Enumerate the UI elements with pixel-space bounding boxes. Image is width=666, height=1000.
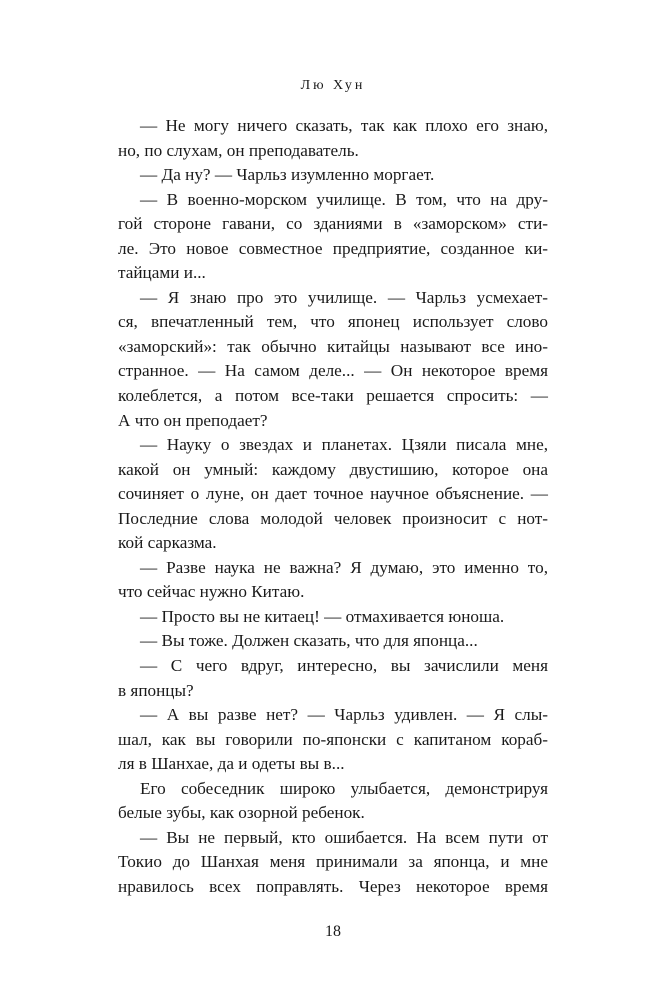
text-line: Его собеседник широко улыбается, демонстрируя: [140, 778, 548, 798]
text-line: — Не могу ничего сказать, так как плохо его знаю,: [140, 116, 548, 135]
body-text: [118, 114, 548, 900]
text-line: — Просто вы не китаец! — отмахивается юноша.: [140, 606, 505, 626]
text-line: гой стороне гавани, со зданиями в «заморском» сти-: [118, 214, 548, 234]
text-line: что сейчас нужно Китаю.: [118, 582, 305, 602]
text-line: Последние слова молодой человек произносит с нот-: [118, 508, 548, 528]
text-line: ся, впечатленный тем, что японец использует слово: [118, 312, 548, 332]
text-line: А что он преподает?: [118, 410, 268, 430]
text-line: белые зубы, как озорной ребенок.: [118, 803, 365, 823]
text-line: Токио до Шанхая меня принимали за японца, и мне: [118, 852, 548, 872]
text-line: — Вы тоже. Должен сказать, что для японца...: [140, 631, 478, 651]
page-number: 18: [325, 923, 341, 940]
text-line: кой сарказма.: [118, 533, 217, 553]
text-line: — А вы разве нет? — Чарльз удивлен. — Я слы-: [140, 705, 548, 725]
text-line: — Я знаю про это училище. — Чарльз усмехает-: [140, 287, 548, 307]
text-line: тайцами и...: [118, 263, 206, 283]
text-line: ле. Это новое совместное предприятие, созданное ки-: [118, 238, 548, 258]
text-line: — Науку о звездах и планетах. Цзяли писала мне,: [140, 435, 548, 455]
text-line: «заморский»: так обычно китайцы называют все ино-: [118, 336, 548, 356]
text-line: — Вы не первый, кто ошибается. На всем пути от: [140, 827, 548, 847]
text-line: сочиняет о луне, он дает точное научное объяснение. —: [118, 484, 548, 504]
text-line: колеблется, а потом все-таки решается спросить: —: [118, 386, 548, 406]
text-line: — Да ну? — Чарльз изумленно моргает.: [140, 165, 435, 185]
text-line: в японцы?: [118, 680, 194, 700]
text-line: нравилось всех поправлять. Через некоторое время: [118, 876, 548, 896]
text-line: ля в Шанхае, да и одеты вы в...: [118, 754, 345, 774]
text-line: шал, как вы говорили по-японски с капитаном кораб-: [118, 729, 548, 749]
text-line: — С чего вдруг, интересно, вы зачислили меня: [140, 656, 548, 676]
text-line: странное. — На самом деле... — Он некоторое время: [118, 361, 548, 381]
text-line: — Разве наука не важна? Я думаю, это именно то,: [140, 557, 548, 577]
text-line: — В военно-морском училище. В том, что на дру-: [140, 189, 548, 209]
text-line: но, по слухам, он преподаватель.: [118, 140, 359, 160]
running-head: Лю Хун: [300, 78, 366, 93]
text-line: какой он умный: каждому двустишию, которое она: [118, 459, 548, 479]
